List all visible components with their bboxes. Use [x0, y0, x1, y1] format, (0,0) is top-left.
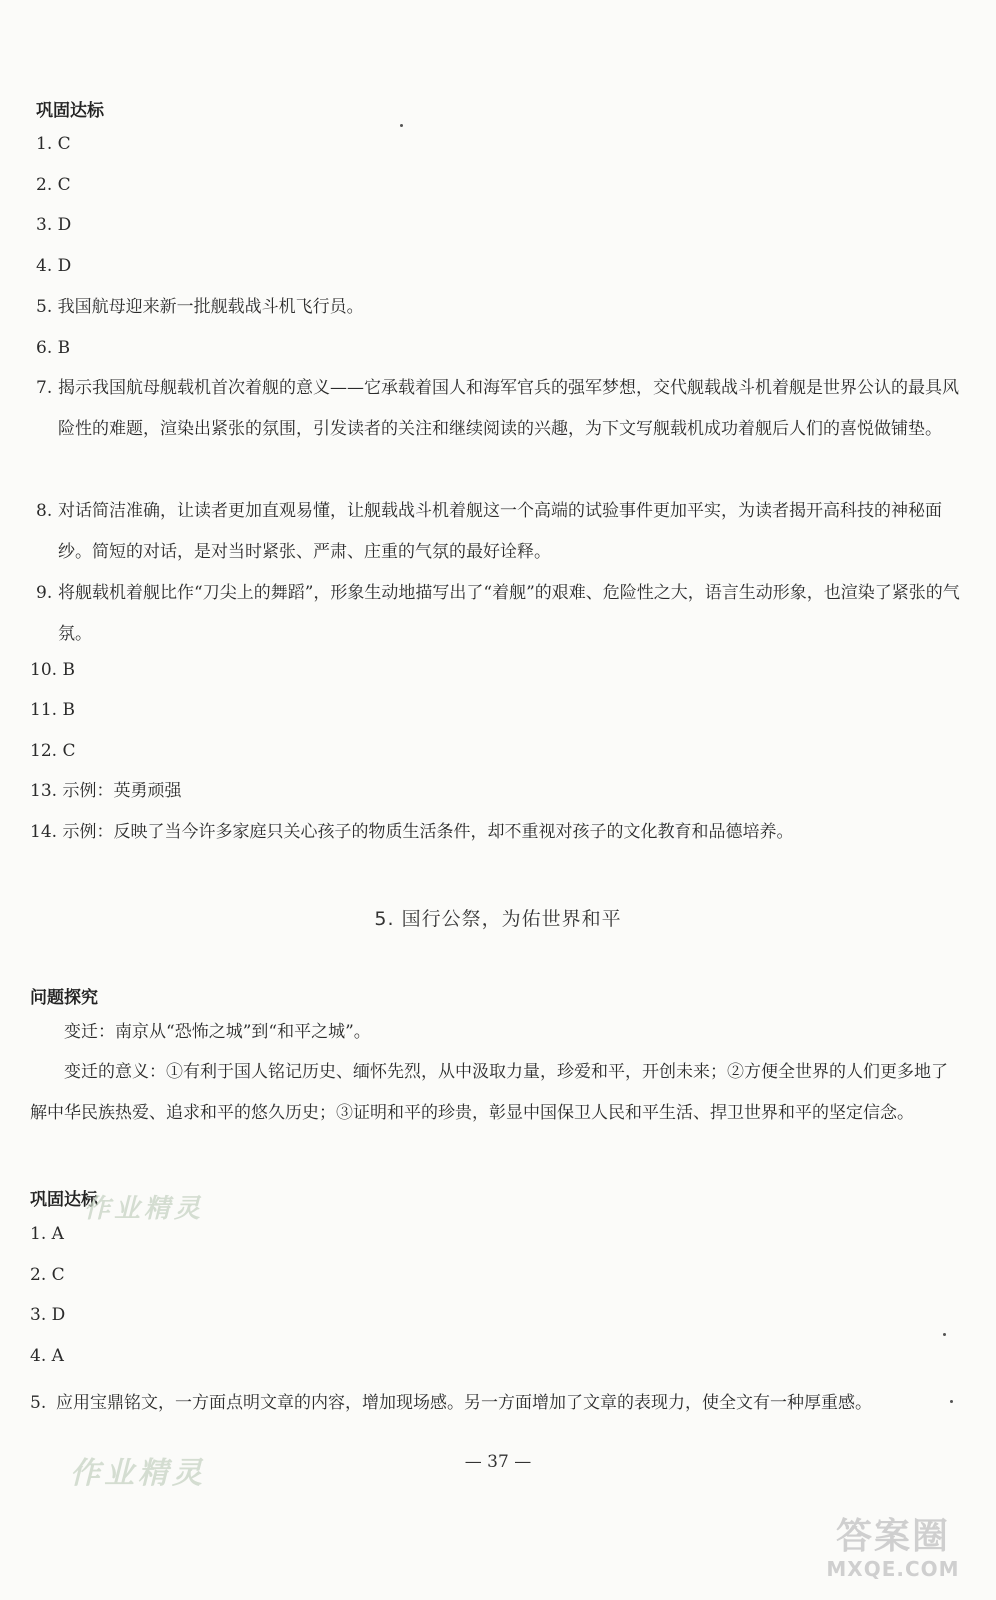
item-number: 5. — [36, 297, 53, 317]
item-answer: 示例：反映了当今许多家庭只关心孩子的物质生活条件，却不重视对孩子的文化教育和品德培养。 — [62, 822, 794, 842]
item-answer: B — [62, 700, 75, 720]
item-number: 5. — [30, 1393, 47, 1413]
item-answer: B — [57, 338, 71, 358]
item-answer: A — [51, 1346, 64, 1366]
item-answer: 示例：英勇顽强 — [62, 781, 182, 801]
list-item — [36, 215, 71, 235]
item-answer: C — [51, 1265, 65, 1285]
watermark-stamp: 作业精灵 — [70, 1456, 206, 1491]
site-logo-watermark — [808, 1516, 978, 1586]
section-heading-consolidate-1: 巩固达标 — [36, 101, 104, 121]
list-item — [36, 338, 70, 358]
scan-speck — [400, 124, 403, 127]
item-answer: 我国航母迎来新一批舰载战斗机飞行员。 — [57, 297, 364, 317]
item-answer: D — [57, 215, 72, 235]
item-number: 13. — [30, 781, 58, 801]
list-item — [30, 1305, 65, 1325]
item-answer: A — [51, 1224, 64, 1244]
list-item — [36, 134, 71, 154]
item-answer: 揭示我国航母舰载机首次着舰的意义——它承载着国人和海军官兵的强军梦想，交代舰载战斗机着舰是世界公认的最具风险性的难题，渲染出紧张的氛围，引发读者的关注和继续阅读的兴趣，为下文写舰载机成功着舰后人们的喜悦做铺垫。 — [58, 378, 959, 439]
item-answer: 将舰载机着舰比作“刀尖上的舞蹈”，形象生动地描写出了“着舰”的艰难、危险性之大，语言生动形象，也渲染了紧张的气氛。 — [58, 583, 960, 644]
item-answer: D — [51, 1305, 66, 1325]
scan-speck — [943, 1333, 946, 1336]
list-item — [30, 781, 181, 801]
list-item — [30, 700, 75, 720]
lesson-title: 5. 国行公祭，为佑世界和平 — [374, 908, 622, 930]
inquiry-paragraph-1: 变迁：南京从“恐怖之城”到“和平之城”。 — [64, 1022, 371, 1042]
scan-speck — [950, 1400, 953, 1403]
item-number: 11. — [30, 700, 58, 720]
item-answer: D — [57, 256, 72, 276]
item-number: 10. — [30, 660, 58, 680]
item-answer: 应用宝鼎铭文，一方面点明文章的内容，增加现场感。另一方面增加了文章的表现力，使全文有一种厚重感。 — [56, 1393, 872, 1413]
item-number: 9. — [36, 583, 53, 603]
item-number: 1. — [36, 134, 53, 154]
page-number: — 37 — — [464, 1452, 532, 1472]
list-item — [36, 297, 364, 317]
item-number: 4. — [30, 1346, 47, 1366]
item-number: 6. — [36, 338, 53, 358]
section-heading-inquiry: 问题探究 — [30, 988, 98, 1008]
item-number: 1. — [30, 1224, 47, 1244]
site-logo-url: MXQE.COM — [826, 1557, 960, 1581]
list-item — [36, 256, 71, 276]
item-answer: B — [62, 660, 75, 680]
item-answer: C — [62, 741, 76, 761]
list-item — [30, 1346, 64, 1366]
site-logo-text: 答案圈 — [835, 1516, 950, 1557]
item-answer: C — [57, 175, 71, 195]
item-number: 14. — [30, 822, 58, 842]
item-number: 3. — [36, 215, 53, 235]
section-heading-consolidate-2: 巩固达标 — [30, 1190, 98, 1210]
watermark-stamp: 作业精灵 — [84, 1194, 205, 1224]
list-item — [30, 1265, 65, 1285]
item-number: 2. — [30, 1265, 47, 1285]
item-number: 7. — [36, 378, 53, 398]
list-item — [30, 822, 793, 842]
list-item — [30, 741, 75, 761]
item-number: 2. — [36, 175, 53, 195]
item-number: 3. — [30, 1305, 47, 1325]
item-answer: C — [57, 134, 71, 154]
item-number: 4. — [36, 256, 53, 276]
inquiry-paragraph-2: 变迁的意义：①有利于国人铭记历史、缅怀先烈，从中汲取力量，珍爱和平，开创未来；②方便全世界的人们更多地了解中华民族热爱、追求和平的悠久历史；③证明和平的珍贵，彰显中国保卫人民和平生活、捍卫世界和平的坚定信念。 — [30, 1062, 948, 1123]
list-item — [30, 1224, 64, 1244]
item-number: 12. — [30, 741, 58, 761]
item-answer: 对话简洁准确，让读者更加直观易懂，让舰载战斗机着舰这一个高端的试验事件更加平实，为读者揭开高科技的神秘面纱。简短的对话，是对当时紧张、严肃、庄重的气氛的最好诠释。 — [58, 501, 942, 562]
list-item — [36, 175, 71, 195]
list-item — [30, 660, 75, 680]
item-number: 8. — [36, 501, 53, 521]
